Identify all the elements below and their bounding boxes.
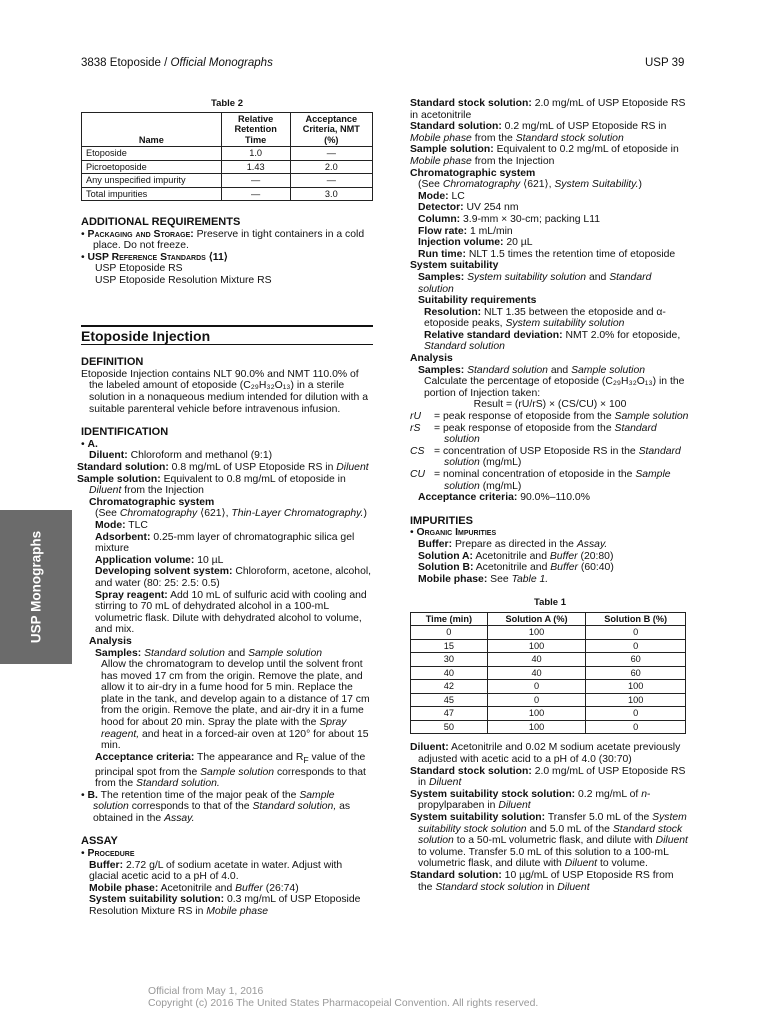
impurities-system-suitability-stock: System suitability stock solution: 0.2 mg/mL of n-propylparaben in Diluent bbox=[410, 788, 651, 812]
table-cell: 100 bbox=[487, 707, 586, 721]
table-header-cell: Time (min) bbox=[411, 612, 488, 626]
application-volume: Application volume: 10 µL bbox=[95, 554, 224, 566]
system-suitability-samples: Samples: System suitability solution and Standard solution bbox=[418, 271, 652, 295]
standard-solution: Standard solution: 0.8 mg/mL of USP Etoposide RS in Diluent bbox=[77, 462, 369, 473]
table-cell: 45 bbox=[411, 693, 488, 707]
spray-reagent: Spray reagent: Add 10 mL of sulfuric acid with cooling and stirring to 70 mL of dehydrated alcohol in a 100-mL volumetric flask. Dilute with dehydrated alcohol to volume, and mix. bbox=[95, 589, 367, 636]
definition-row: CU = nominal concentration of etoposide in the Sample solution (mg/mL) bbox=[410, 469, 671, 492]
right-column bbox=[410, 98, 690, 893]
table-row bbox=[82, 174, 373, 188]
table-cell: 0 bbox=[487, 680, 586, 694]
assay-mobile-phase: Mobile phase: Acetonitrile and Buffer (26:74) bbox=[89, 882, 299, 894]
table-row bbox=[411, 626, 686, 640]
mode: Mode: TLC bbox=[95, 519, 148, 531]
test-b: • B. The retention time of the major peak of the Sample solution corresponds to that of the Standard solution, as obtained in the Assay. bbox=[81, 789, 351, 824]
solution-b: Solution B: Acetonitrile and Buffer (60:40) bbox=[418, 562, 614, 574]
assay-heading: ASSAY bbox=[81, 835, 118, 848]
table-row bbox=[411, 639, 686, 653]
system-suitability-label: System suitability bbox=[410, 260, 499, 272]
solution-a: Solution A: Acetonitrile and Buffer (20:80) bbox=[418, 550, 614, 562]
table-row bbox=[411, 693, 686, 707]
table-cell: — bbox=[221, 187, 290, 201]
table-header-row bbox=[411, 612, 686, 626]
table-cell: — bbox=[290, 147, 372, 161]
left-column bbox=[77, 98, 373, 918]
column: Column: 3.9-mm × 30-cm; packing L11 bbox=[418, 213, 600, 225]
definition-row: rU = peak response of etoposide from the Sample solution bbox=[410, 411, 689, 423]
table-row bbox=[82, 147, 373, 161]
reference-standards: • USP Reference Standards ⟨11⟩ bbox=[81, 251, 228, 263]
table-cell: Etoposide bbox=[82, 147, 222, 161]
additional-requirements-heading: ADDITIONAL REQUIREMENTS bbox=[81, 216, 241, 229]
table-cell: 60 bbox=[586, 653, 686, 667]
impurities-standard-solution: Standard solution: 10 µg/mL of USP Etoposide RS from the Standard stock solution in Diluent bbox=[410, 869, 674, 893]
table-cell: 40 bbox=[487, 653, 586, 667]
table-cell: 100 bbox=[487, 626, 586, 640]
table-row bbox=[411, 720, 686, 734]
standard-solution: Standard solution: 0.2 mg/mL of USP Etoposide RS in Mobile phase from the Standard stock solution bbox=[410, 121, 667, 144]
table-cell: 0 bbox=[586, 707, 686, 721]
table-header-cell: Solution A (%) bbox=[487, 612, 586, 626]
resolution: Resolution: NLT 1.35 between the etoposide and α-etoposide peaks, System suitability solution bbox=[424, 306, 666, 330]
page-number: 3838 bbox=[81, 57, 107, 69]
table-cell: 1.43 bbox=[221, 160, 290, 174]
official-footer bbox=[148, 986, 538, 1010]
impurities-buffer: Buffer: Prepare as directed in the Assay. bbox=[418, 538, 608, 550]
table-cell: Total impurities bbox=[82, 187, 222, 201]
table-row bbox=[82, 160, 373, 174]
table2 bbox=[81, 112, 373, 202]
table-row bbox=[411, 707, 686, 721]
running-header-left: 3838 Etoposide / Official Monographs bbox=[81, 57, 273, 69]
table-cell: 15 bbox=[411, 639, 488, 653]
table-header-cell: Relative Retention Time bbox=[221, 112, 290, 147]
definition-heading: DEFINITION bbox=[81, 356, 144, 369]
definition-text: Etoposide Injection contains NLT 90.0% and NMT 110.0% of the labeled amount of etoposide (C₂₉H₃₂O₁₃) in a sterile solution in a nonaqueous medium intended for dilution with a suitable parenteral vehicle before intravenous infusion. bbox=[81, 368, 368, 415]
result-equation: Result = (rU/rS) × (CS/CU) × 100 bbox=[473, 399, 627, 411]
procedure-label: • Procedure bbox=[81, 848, 135, 860]
suitability-requirements: Suitability requirements bbox=[418, 295, 537, 307]
sample-solution: Sample solution: Equivalent to 0.2 mg/mL of etoposide in Mobile phase from the Injection bbox=[410, 144, 679, 167]
packaging-storage: • Packaging and Storage: Preserve in tight containers in a cold place. Do not freeze. bbox=[81, 228, 365, 252]
calculation-text: Calculate the percentage of etoposide (C₂₉H₃₂O₁₃) in the portion of Injection taken: bbox=[424, 376, 685, 399]
run-time: Run time: NLT 1.5 times the retention time of etoposide bbox=[418, 248, 676, 260]
footer-official-date: Official from May 1, 2016 bbox=[148, 986, 264, 997]
table-cell: 3.0 bbox=[290, 187, 372, 201]
chromatographic-system: Chromatographic system bbox=[410, 167, 536, 179]
table-cell: 1.0 bbox=[221, 147, 290, 161]
table-cell: 100 bbox=[487, 639, 586, 653]
diluent: Diluent: Chloroform and methanol (9:1) bbox=[89, 450, 273, 462]
impurities-standard-stock: Standard stock solution: 2.0 mg/mL of USP Etoposide RS in Diluent bbox=[410, 765, 686, 789]
table-cell: 40 bbox=[411, 666, 488, 680]
header-section: Official Monographs bbox=[170, 57, 273, 69]
table1 bbox=[410, 612, 686, 735]
analysis-label: Analysis bbox=[89, 635, 132, 647]
assay-acceptance-criteria: Acceptance criteria: 90.0%–110.0% bbox=[418, 492, 590, 504]
monograph-title: Etoposide Injection bbox=[81, 325, 373, 346]
table-cell: 100 bbox=[586, 680, 686, 694]
table-header-row bbox=[82, 112, 373, 147]
table-row bbox=[411, 653, 686, 667]
organic-impurities-label: • Organic Impurities bbox=[410, 527, 497, 539]
identification-heading: IDENTIFICATION bbox=[81, 426, 169, 439]
table-cell: 100 bbox=[487, 720, 586, 734]
table-cell: 0 bbox=[586, 639, 686, 653]
table-cell: 47 bbox=[411, 707, 488, 721]
analysis-samples: Samples: Standard solution and Sample solution bbox=[418, 364, 646, 376]
table-cell: 0 bbox=[586, 720, 686, 734]
test-a-label: • A. bbox=[81, 438, 98, 450]
mode: Mode: LC bbox=[418, 190, 465, 202]
table-header-cell: Solution B (%) bbox=[586, 612, 686, 626]
impurities-system-suitability-solution: System suitability solution: Transfer 5.0 mL of the System suitability stock solution and 5.0 mL of the Standard stock solution to a 50-mL volumetric flask, and dilute with Diluent to volume. Transfer 5.0 mL of this solution to a 100-mL volumetric flask, and dilute with Diluent to volume. bbox=[410, 812, 688, 870]
chromatography-reference: (See Chromatography ⟨621⟩, Thin-Layer Chromatography.) bbox=[95, 508, 367, 520]
table-cell: 40 bbox=[487, 666, 586, 680]
side-tab-label: USP Monographs bbox=[28, 530, 44, 644]
table-cell: 50 bbox=[411, 720, 488, 734]
table1-caption: Table 1 bbox=[533, 597, 567, 609]
chromatography-reference: (See Chromatography ⟨621⟩, System Suitability.) bbox=[418, 179, 642, 191]
footer-copyright: Copyright (c) 2016 The United States Pharmacopeial Convention. All rights reserved. bbox=[148, 998, 539, 1009]
table-header-cell: Acceptance Criteria, NMT (%) bbox=[290, 112, 372, 147]
standard-stock-solution: Standard stock solution: 2.0 mg/mL of USP Etoposide RS in acetonitrile bbox=[410, 98, 686, 121]
impurities-diluent: Diluent: Acetonitrile and 0.02 M sodium acetate previously adjusted with acetic acid to a pH of 4.0 (30:70) bbox=[410, 742, 681, 766]
table-row bbox=[82, 187, 373, 201]
developing-solvent: Developing solvent system: Chloroform, acetone, alcohol, and water (80: 25: 2.5: 0.5) bbox=[95, 566, 372, 589]
analysis-procedure: Allow the chromatogram to develop until the solvent front has moved 17 cm from the origin. Remove the plate, and allow it to air-dry in a fume hood for 5 min. Replace the plate in the tank, and develop again to a distance of 17 cm from the origin. Remove the plate, and air-dry it in a fume hood for about 20 min. Spray the plate with the Spray reagent, and heat in a forced-air oven at 120° for about 15 min. bbox=[101, 659, 370, 752]
adsorbent: Adsorbent: 0.25-mm layer of chromatographic silica gel mixture bbox=[95, 531, 355, 555]
table-cell: 42 bbox=[411, 680, 488, 694]
definition-row: CS = concentration of USP Etoposide RS in the Standard solution (mg/mL) bbox=[410, 445, 681, 469]
assay-buffer: Buffer: 2.72 g/L of sodium acetate in water. Adjust with glacial acetic acid to a pH of 4.0. bbox=[89, 859, 343, 883]
reference-standard-item: USP Etoposide Resolution Mixture RS bbox=[95, 275, 272, 287]
acceptance-criteria: Acceptance criteria: The appearance and $R_F$ value of the principal spot from the Sample solution corresponds to that from the Standard solution. bbox=[95, 751, 366, 790]
table-cell: 30 bbox=[411, 653, 488, 667]
table-row bbox=[411, 666, 686, 680]
impurities-mobile-phase: Mobile phase: See Table 1. bbox=[418, 573, 549, 585]
analysis-label: Analysis bbox=[410, 353, 453, 365]
table-cell: 0 bbox=[411, 626, 488, 640]
detector: Detector: UV 254 nm bbox=[418, 202, 519, 214]
running-header-right: USP 39 bbox=[645, 57, 685, 69]
table-cell: 2.0 bbox=[290, 160, 372, 174]
table2-caption: Table 2 bbox=[210, 98, 244, 109]
definition-row: rS = peak response of etoposide from the Standard solution bbox=[410, 422, 657, 446]
impurities-heading: IMPURITIES bbox=[410, 514, 473, 527]
assay-system-suitability: System suitability solution: 0.3 mg/mL of USP Etoposide Resolution Mixture RS in Mobile phase bbox=[89, 894, 361, 918]
reference-standard-item: USP Etoposide RS bbox=[95, 263, 183, 275]
header-title: Etoposide bbox=[109, 57, 161, 69]
injection-volume: Injection volume: 20 µL bbox=[418, 237, 533, 249]
relative-standard-deviation: Relative standard deviation: NMT 2.0% for etoposide, Standard solution bbox=[424, 329, 681, 353]
table-cell: Any unspecified impurity bbox=[82, 174, 222, 188]
analysis-samples: Samples: Standard solution and Sample solution bbox=[95, 647, 323, 659]
table-cell: — bbox=[221, 174, 290, 188]
chromatographic-system: Chromatographic system bbox=[89, 496, 215, 508]
table-row bbox=[411, 680, 686, 694]
table-cell: 100 bbox=[586, 693, 686, 707]
table-cell: 60 bbox=[586, 666, 686, 680]
table-cell: Picroetoposide bbox=[82, 160, 222, 174]
sample-solution: Sample solution: Equivalent to 0.8 mg/mL of etoposide in Diluent from the Injection bbox=[77, 473, 346, 497]
table-cell: — bbox=[290, 174, 372, 188]
table-cell: 0 bbox=[487, 693, 586, 707]
table-cell: 0 bbox=[586, 626, 686, 640]
table-header-cell: Name bbox=[82, 112, 222, 147]
flow-rate: Flow rate: 1 mL/min bbox=[418, 225, 513, 237]
side-tab bbox=[0, 510, 72, 664]
